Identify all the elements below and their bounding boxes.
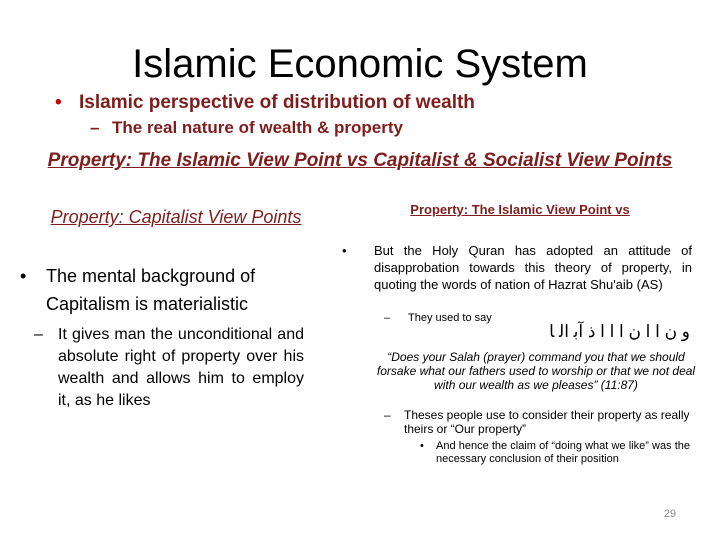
right-dash-item-1-text: They used to say: [408, 312, 492, 324]
right-sub-bullet-text: And hence the claim of “doing what we like” was the necessary conclusion of their position: [436, 440, 690, 465]
left-bullet-text: The mental background of Capitalism is materialistic: [46, 266, 256, 314]
right-dash-item-2: [384, 408, 694, 436]
top-bullet: [55, 92, 475, 114]
right-column-heading: Property: The Islamic View Point vs: [410, 202, 630, 217]
left-column-heading: Property: Capitalist View Points: [50, 207, 302, 227]
slide-title: Islamic Economic System: [132, 42, 588, 86]
dash-marker: –: [384, 312, 391, 324]
dash-marker: –: [90, 118, 100, 137]
page-number: 29: [663, 508, 677, 520]
bullet-marker: •: [55, 92, 62, 113]
section-heading: Property: The Islamic View Point vs Capitalist & Socialist View Points: [47, 150, 673, 171]
dash-marker: –: [384, 408, 391, 422]
dash-marker: –: [34, 326, 43, 343]
right-dash-item-2-text: Theses people use to consider their property as really theirs or “Our property”: [404, 408, 690, 436]
arabic-verse: و ن ا ا ن ا ا ا ذ ﺁﺑ ﺍﻟ ﺎ: [549, 322, 690, 341]
top-sub-bullet-text: The real nature of wealth & property: [112, 118, 403, 137]
right-bullet-text: But the Holy Quran has adopted an attitude of disapprobation towards this theory of property, in quoting the words of nation of Hazrat Shu'aib (AS): [374, 243, 692, 292]
bullet-marker: •: [20, 266, 27, 286]
left-sub-bullet: [34, 324, 304, 412]
top-sub-bullet: [90, 118, 403, 138]
bullet-marker: •: [420, 440, 424, 452]
right-sub-bullet: [420, 440, 690, 466]
bullet-marker: •: [342, 243, 347, 258]
left-sub-bullet-text: It gives man the unconditional and absolute right of property over his wealth and allows him to employ it, as he likes: [58, 326, 304, 409]
verse-translation-quote: “Does your Salah (prayer) command you that we should forsake what our fathers used to worship or that we not deal with our wealth as we pleases” (11:87): [376, 350, 696, 392]
right-bullet: [342, 242, 692, 293]
left-bullet: [20, 262, 310, 318]
top-bullet-text: Islamic perspective of distribution of wealth: [79, 92, 475, 113]
